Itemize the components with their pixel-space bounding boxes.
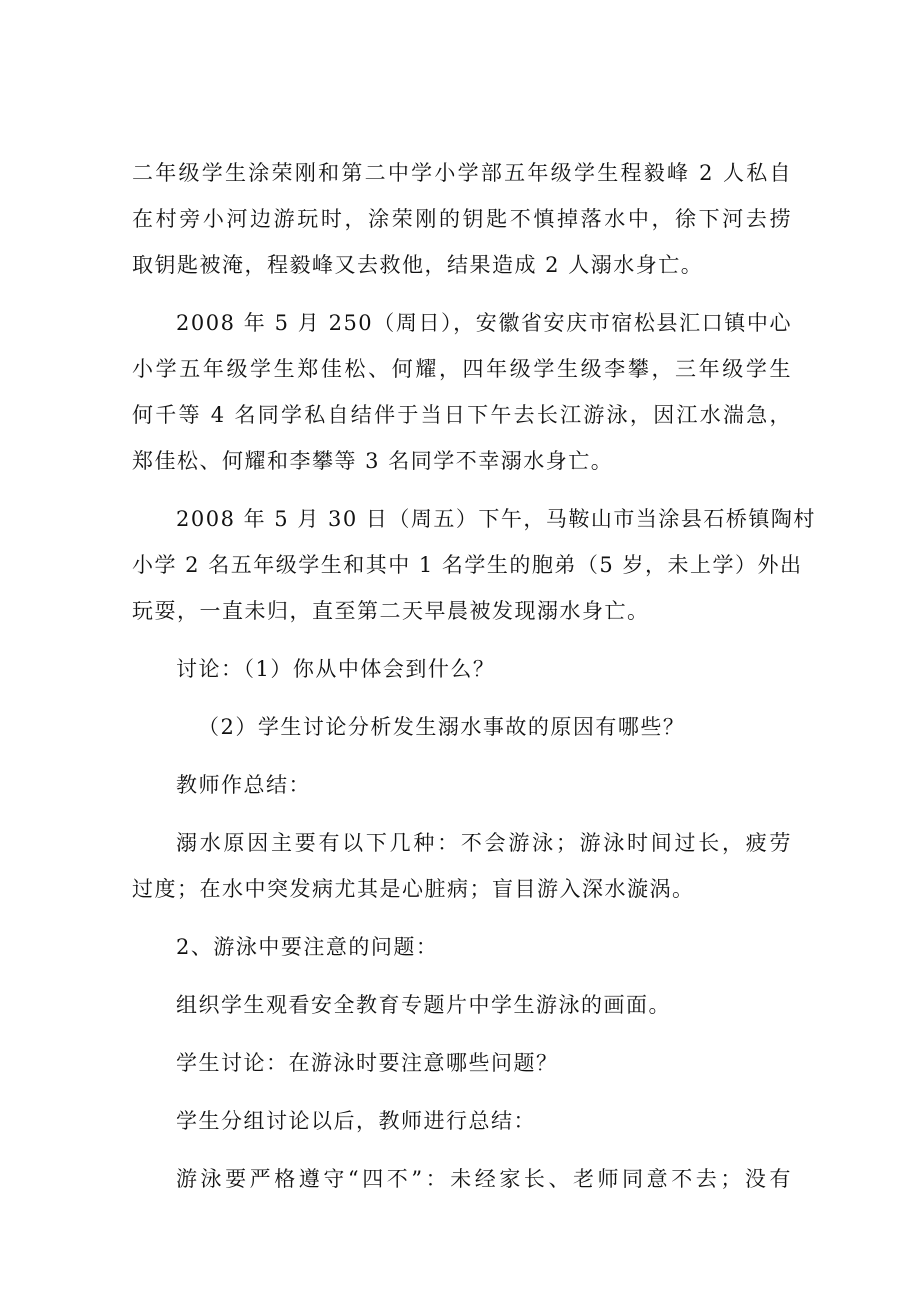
paragraph-line: 二年级学生涂荣刚和第二中学小学部五年级学生程毅峰 2 人私自 xyxy=(132,161,792,185)
paragraph-line: 讨论：（1）你从中体会到什么？ xyxy=(176,657,496,681)
paragraph-line: （2）学生讨论分析发生溺水事故的原因有哪些？ xyxy=(198,715,686,739)
paragraph-line: 小学 2 名五年级学生和其中 1 名学生的胞弟（5 岁，未上学）外出 xyxy=(132,553,803,577)
paragraph-student-discussion xyxy=(132,1040,792,1086)
paragraph-discussion-1 xyxy=(132,646,792,692)
paragraph-accident-2 xyxy=(132,300,792,484)
paragraph-line: 过度；在水中突发病尤其是心脏病；盲目游入深水漩涡。 xyxy=(132,877,695,901)
paragraph-line: 郑佳松、何耀和李攀等 3 名同学不幸溺水身亡。 xyxy=(132,449,614,473)
paragraph-line: 2008 年 5 月 30 日（周五）下午，马鞍山市当涂县石桥镇陶村 xyxy=(176,507,816,531)
paragraph-drowning-causes xyxy=(132,820,792,912)
paragraph-teacher-summary xyxy=(132,762,792,808)
paragraph-line: 在村旁小河边游玩时，涂荣刚的钥匙不慎掉落水中，徐下河去捞 xyxy=(132,207,792,231)
paragraph-line: 小学五年级学生郑佳松、何耀，四年级学生级李攀，三年级学生 xyxy=(132,357,792,381)
paragraph-line: 学生分组讨论以后，教师进行总结： xyxy=(176,1109,536,1133)
paragraph-accident-3 xyxy=(132,496,816,634)
paragraph-line: 溺水原因主要有以下几种：不会游泳；游泳时间过长，疲劳 xyxy=(176,831,792,855)
paragraph-line: 2、游泳中要注意的问题： xyxy=(176,935,439,959)
paragraph-watch-video xyxy=(132,982,792,1028)
paragraph-line: 教师作总结： xyxy=(176,773,311,797)
paragraph-line: 学生讨论：在游泳时要注意哪些问题？ xyxy=(176,1051,559,1075)
document-body xyxy=(132,150,816,1202)
paragraph-line: 取钥匙被淹，程毅峰又去救他，结果造成 2 人溺水身亡。 xyxy=(132,253,704,277)
paragraph-discussion-2 xyxy=(132,704,792,750)
section-heading-swimming-issues xyxy=(132,924,792,970)
paragraph-line: 组织学生观看安全教育专题片中学生游泳的画面。 xyxy=(176,993,671,1017)
paragraph-line: 游泳要严格遵守“四不”：未经家长、老师同意不去；没有 xyxy=(176,1167,792,1191)
paragraph-line: 玩耍，一直未归，直至第二天早晨被发现溺水身亡。 xyxy=(132,599,650,623)
paragraph-line: 2008 年 5 月 250（周日），安徽省安庆市宿松县汇口镇中心 xyxy=(176,311,792,335)
paragraph-accident-1 xyxy=(132,150,792,288)
paragraph-group-discussion xyxy=(132,1098,792,1144)
paragraph-four-rules xyxy=(132,1156,792,1202)
paragraph-line: 何千等 4 名同学私自结伴于当日下午去长江游泳，因江水湍急， xyxy=(132,403,792,427)
